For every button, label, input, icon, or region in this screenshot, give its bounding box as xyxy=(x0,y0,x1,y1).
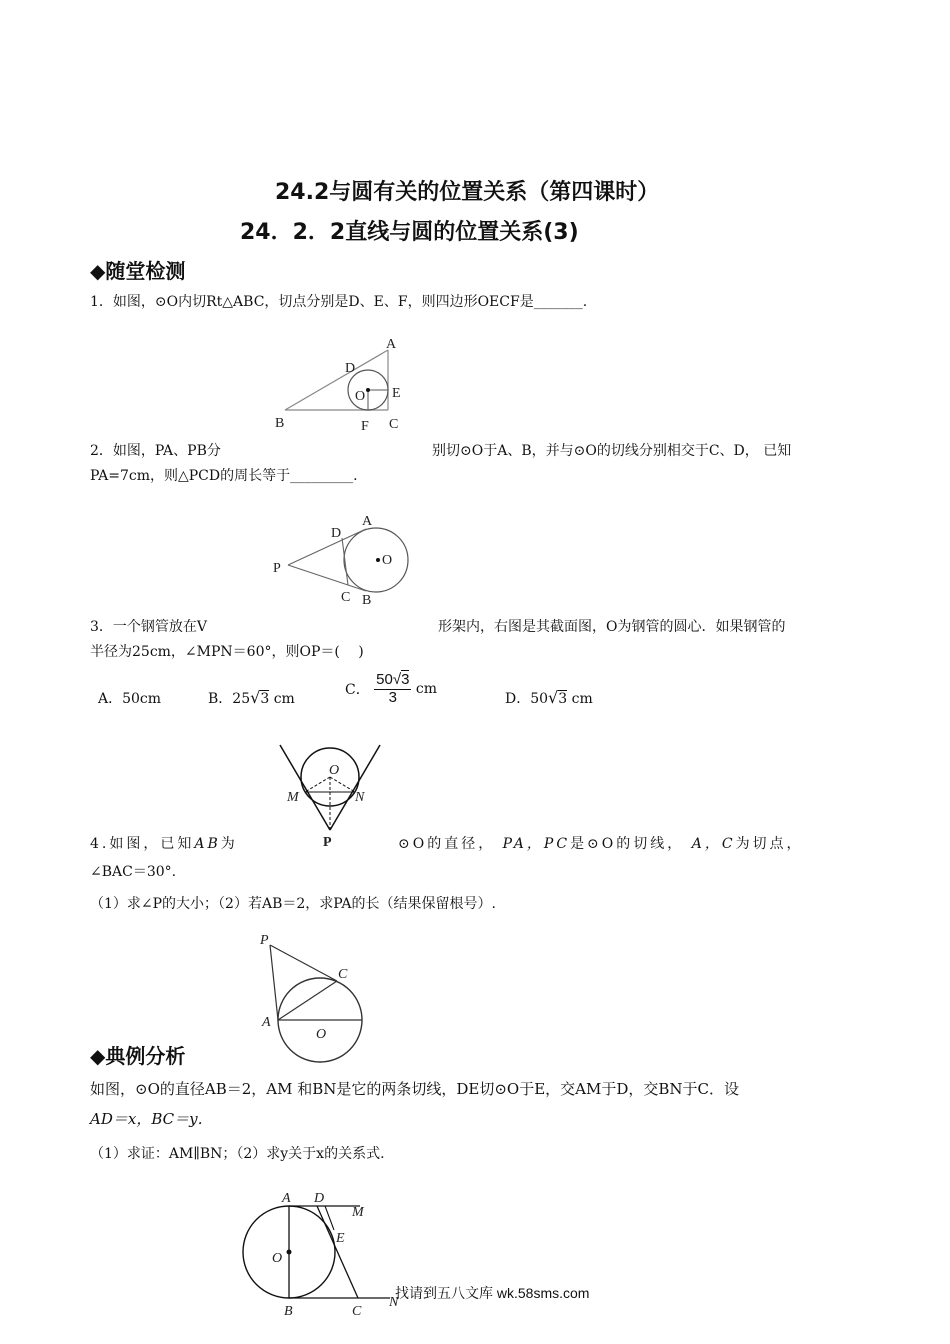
q1-label-o: O xyxy=(355,389,366,404)
q3-option-d-prefix: D．50 xyxy=(505,691,549,707)
example-label-n: N xyxy=(389,1295,399,1310)
question-4-angle: ∠BAC＝30°. xyxy=(90,864,177,880)
question-2-text-a: 2．如图，PA、PB分 xyxy=(90,443,221,459)
q2-label-o: O xyxy=(382,553,393,568)
q3-option-c-unit: cm xyxy=(415,681,438,697)
example-line-2: AD＝x，BC＝y． xyxy=(90,1110,213,1128)
q4-text-part3: 是⊙O的切线， xyxy=(570,836,685,852)
q4-text-part1: 4.如图，已知 xyxy=(90,836,195,852)
section-heading-practice: ◆随堂检测 xyxy=(90,259,186,283)
q3-label-p: P xyxy=(323,835,332,850)
q4-a-c: A，C xyxy=(691,836,736,852)
q4-text-part4: 为切点， xyxy=(735,836,804,852)
q4-text-part2: ⊙O的直径， xyxy=(398,836,496,852)
section-heading-examples: ◆典例分析 xyxy=(90,1044,186,1068)
example-label-o: O xyxy=(272,1251,283,1266)
question-4-line-1a xyxy=(90,833,238,853)
example-line-3: （1）求证：AM∥BN；（2）求y关于x的关系式. xyxy=(90,1146,385,1162)
q1-label-f: F xyxy=(361,419,369,434)
question-3-text-c: 半径为25cm，∠MPN＝60°，则OP＝( ) xyxy=(90,644,364,660)
question-3-text-a: 3．一个钢管放在V xyxy=(90,619,208,635)
figure-q3-v-frame xyxy=(275,740,390,850)
figure-example-circle xyxy=(240,1185,410,1320)
q2-label-b: B xyxy=(362,593,372,608)
question-3-text-b: 形架内，右图是其截面图，O为钢管的圆心．如果钢管的 xyxy=(438,619,786,635)
example-label-c: C xyxy=(352,1304,362,1319)
q3-label-o: O xyxy=(329,763,340,778)
q2-label-d: D xyxy=(331,526,342,541)
footer-watermark: 找请到五八文库 wk.58sms.com xyxy=(395,1285,590,1301)
q3-option-c-num: 50 xyxy=(376,671,393,688)
page-subtitle: 24．2．2直线与圆的位置关系(3) xyxy=(240,220,579,245)
q4-label-a: A xyxy=(262,1015,271,1030)
q4-label-c: C xyxy=(338,967,348,982)
q1-label-b: B xyxy=(275,416,285,431)
q2-label-p: P xyxy=(273,561,281,576)
q3-option-b-root: 3 xyxy=(260,691,270,707)
q2-label-a: A xyxy=(362,514,373,529)
figure-q2-tangents xyxy=(268,505,418,610)
example-label-a: A xyxy=(282,1191,291,1206)
q1-label-d: D xyxy=(345,361,356,376)
question-4-line-1b xyxy=(398,833,804,853)
q4-pa-pc: PA，PC xyxy=(502,836,571,852)
q3-label-n: N xyxy=(355,790,365,805)
figure-q4-circle xyxy=(255,928,375,1068)
q3-option-b: B．25√3 cm xyxy=(208,688,295,707)
q2-label-c: C xyxy=(341,590,351,605)
q3-option-d-unit: cm xyxy=(571,691,593,707)
example-label-e: E xyxy=(336,1231,345,1246)
question-1-text: 1．如图，⊙O内切Rt△ABC，切点分别是D、E、F，则四边形OECF是_______. xyxy=(90,294,588,310)
q3-option-c-prefix: C． xyxy=(345,682,370,698)
question-2-text-b: 别切⊙O于A、B，并与⊙O的切线分别相交于C、D， 已知 xyxy=(432,443,792,459)
q3-option-c: C． $\frac{50√3}{3}$ cm xyxy=(345,671,438,706)
q3-label-m: M xyxy=(287,790,299,805)
q4-label-o: O xyxy=(316,1027,327,1042)
page-title: 24.2与圆有关的位置关系（第四课时） xyxy=(275,180,660,205)
question-4-subquestions: （1）求∠P的大小；（2）若AB＝2，求PA的长（结果保留根号）. xyxy=(90,896,496,912)
q4-label-p: P xyxy=(260,933,269,948)
example-line-1: 如图，⊙O的直径AB＝2，AM 和BN是它的两条切线，DE切⊙O于E，交AM于D，交BN于C．设 xyxy=(90,1080,740,1098)
q3-option-d: D．50√3 cm xyxy=(505,688,593,707)
example-label-m: M xyxy=(352,1205,364,1220)
q4-wei: 为 xyxy=(220,836,238,852)
question-2-text-c: PA=7cm，则△PCD的周长等于_________. xyxy=(90,468,358,484)
example-label-d: D xyxy=(314,1191,325,1206)
q3-option-c-root: 3 xyxy=(401,671,410,688)
q3-option-b-prefix: B．25 xyxy=(208,691,251,707)
q1-label-a: A xyxy=(386,337,397,352)
q3-option-b-unit: cm xyxy=(273,691,295,707)
example-label-b: B xyxy=(284,1304,293,1319)
q1-label-c: C xyxy=(389,417,399,432)
q3-option-a: A．50cm xyxy=(98,691,162,707)
q4-ab: AB xyxy=(194,836,221,852)
figure-q1-triangle xyxy=(270,330,430,435)
q3-option-d-root: 3 xyxy=(558,691,568,707)
q3-option-c-den: 3 xyxy=(388,688,397,706)
q1-label-e: E xyxy=(392,386,401,401)
